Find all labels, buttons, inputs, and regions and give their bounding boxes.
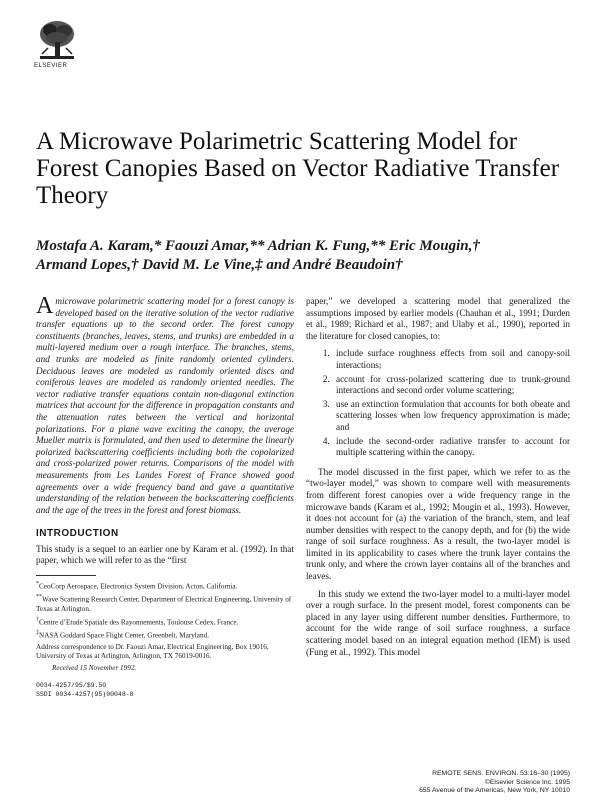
footnote-symbol: * [36, 581, 39, 588]
footnote: *CeoCorp Aerospace, Electronics System Division, Acton, California. [36, 581, 238, 591]
abstract [36, 293, 294, 516]
footnote-divider [36, 575, 96, 576]
introduction-heading: INTRODUCTION [36, 528, 119, 540]
footnote-symbol: † [36, 616, 39, 623]
introduction-text: This study is a sequel to an earlier one by Karam et al. (1992). In that paper, which we will refer to as the “first [36, 543, 294, 566]
body-paragraph: paper,” we developed a scattering model that generalized the assumptions imposed by earlier models (Chauhan et al., 1991; Durden et al., 1989; Richard et al., 1987; and Ulaby et al., 1990), reported in the literature for closed canopies, to: [306, 296, 570, 341]
article-codes [36, 682, 294, 699]
footnote-address: Address correspondence to Dr. Faouzi Amar, Electrical Engineering, Box 19016, University of Texas at Arlington, Arlington, TX 76019-0016. [36, 642, 269, 660]
footnote-symbol: ** [36, 594, 42, 601]
page-title: A Microwave Polarimetric Scattering Model for Forest Canopies Based on Vector Radiative Transfer Theory [36, 128, 560, 209]
abstract-text: microwave polarimetric scattering model for a forest canopy is developed based on the iterative solution of the vector radiative transfer equations up to the second order. The forest canopy constituents (branches, leaves, stems, and trunks) are embedded in a multi-layered medium over a rough interface. The branches, stems, and trunks are modeled as finite randomly oriented cylinders. Deciduous leaves are modeled as randomly oriented discs and coniferous leaves are modeled as randomly oriented needles. The vector radiative transfer equations contain non-diagonal extinction matrices that account for the difference in propagation constants and the attenuation rates between the vertical and horizontal polarizations. For a plane wave exciting the canopy, the average Mueller matrix is formulated, and then used to determine the linearly polarized backscattering coefficients including both the copolarized and cross-polarized power returns. Comparisons of the model with measurements from Les Landes Forest of France showed good agreements over a wide frequency band and gave a quantitative understanding of the relation between the backscattering coefficients and the age of the trees in the forest and forest biomass. [36, 296, 294, 515]
journal-copyright: ©Elsevier Science Inc. 1995 [484, 778, 570, 786]
journal-citation: REMOTE SENS. ENVIRON. 53:16–30 (1995) [432, 770, 570, 777]
journal-info [419, 770, 570, 796]
body-paragraph: The model discussed in the first paper, which we refer to as the “two-layer model,” was shown to compare well with measurements from different forest canopies over a wide frequency range in the microwave bands (Karam et al., 1992; Mougin et al., 1993). However, it does not account for (a) the variation of the branch, stem, and leaf number densities with respect to the canopy depth, and for (b) the wide range of soil surface roughness. As a result, the two-layer model is limited in its applicability to cases where the trunk layer contains the trunk only, and where the crown layer contains all of the branches and leaves. [306, 466, 570, 582]
footnote-symbol: ‡ [36, 630, 39, 637]
list-item: 1. include surface roughness effects from soil and canopy-soil interactions; [332, 348, 570, 371]
left-column [36, 293, 294, 699]
footnote: †Centre d’Etude Spatiale des Rayonnements, Toulouse Cedex, France. [36, 616, 239, 627]
publisher-name: ELSEVIER [34, 63, 68, 69]
list-item: 4. include the second-order radiative transfer to account for multiple scattering within the canopy. [332, 436, 570, 459]
body-paragraph: In this study we extend the two-layer model to a multi-layer model over a rough surface. In the present model, forest components can be placed in any layer using different number densities. Furthermore, to account for the wide range of soil surface roughness, a surface scattering model based on an integral equation method (IEM) is used (Fung et al., 1992). This model [306, 588, 570, 657]
received-date: Received 15 November 1992. [52, 663, 137, 672]
elsevier-tree-icon [34, 18, 80, 62]
list-item: 2. account for cross-polarized scattering due to trunk-ground interactions and second order volume scattering; [332, 374, 570, 397]
publisher-logo [34, 18, 80, 69]
list-item: 3. use an extinction formulation that accounts for both obeate and scattering losses when low frequency approximation is made; and [332, 399, 570, 434]
author-list [36, 237, 576, 275]
footnote: ‡NASA Goddard Space Flight Center, Greenbelt, Maryland. [36, 630, 209, 640]
footnotes [36, 580, 294, 661]
ssdi-code: SSDI 0034-4257(95)00048-8 [36, 690, 134, 698]
right-column [306, 296, 570, 664]
objectives-list [306, 348, 570, 458]
author-line-2: Armand Lopes,† David M. Le Vine,‡ and André Beaudoin† [36, 257, 403, 273]
author-line-1: Mostafa A. Karam,* Faouzi Amar,** Adrian K. Fung,** Eric Mougin,† [36, 238, 480, 254]
footnote: **Wave Scattering Research Center, Department of Electrical Engineering, University of Texas at Arlington. [36, 594, 292, 613]
abstract-dropcap: A [36, 293, 54, 319]
journal-address: 655 Avenue of the Americas, New York, NY 10010 [419, 787, 570, 795]
issn-code: 0034-4257/95/$9.50 [36, 682, 107, 690]
